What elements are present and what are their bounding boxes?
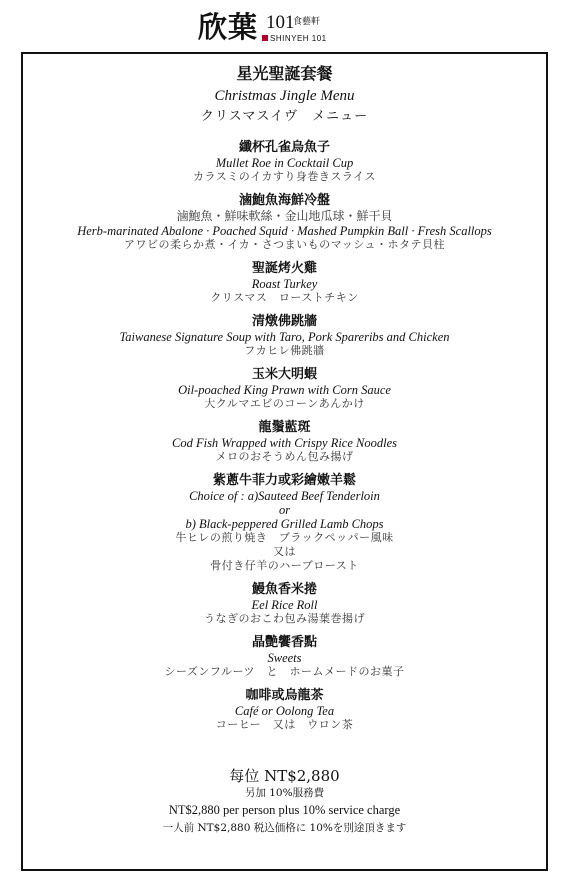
course-choice-english-b: b) Black-peppered Grilled Lamb Chops <box>185 517 384 531</box>
course-name-english: Taiwanese Signature Soup with Taro, Pork Spareribs and Chicken <box>119 330 450 344</box>
course-name-english: Eel Rice Roll <box>251 598 318 612</box>
course-name-japanese: 大クルマエビのコーンあんかけ <box>204 397 365 410</box>
course-cod-fish <box>21 420 548 464</box>
course-name-chinese: 晶艷饗香點 <box>251 635 317 650</box>
course-sweets <box>21 635 548 679</box>
course-name-japanese: シーズンフルーツ と ホームメードのお菓子 <box>164 665 405 678</box>
course-name-chinese: 鰻魚香米捲 <box>251 582 317 597</box>
price-japanese: 一人前 NT$2,880 税込価格に 10%を別途頂きます <box>162 822 407 834</box>
course-signature-soup <box>21 314 548 358</box>
course-name-english: Sweets <box>267 651 302 665</box>
course-name-english: Café or Oolong Tea <box>234 704 335 718</box>
course-name-english: Roast Turkey <box>251 277 318 291</box>
menu-content <box>21 62 548 837</box>
course-choice-english-or: or <box>278 503 291 517</box>
brand-name-english: SHINYEH 101 <box>270 34 327 43</box>
price-chinese: 每位 NT$2,880 <box>229 767 340 785</box>
course-name-chinese: 玉米大明蝦 <box>251 367 317 382</box>
brand-logo <box>0 6 564 46</box>
course-choice-japanese-or: 又は <box>273 545 296 558</box>
course-name-english: Oil-poached King Prawn with Corn Sauce <box>178 383 391 397</box>
course-name-chinese: 聖誕烤火雞 <box>251 261 317 276</box>
course-choice-japanese-a: 牛ヒレの煎り焼き ブラックペッパー風味 <box>175 531 394 544</box>
menu-title-japanese: クリスマスイヴ メニュー <box>200 109 369 124</box>
course-eel-rice-roll <box>21 582 548 626</box>
service-charge-chinese: 另加 10%服務費 <box>244 787 325 799</box>
brand-mark-icon <box>262 35 268 41</box>
course-name-chinese: 纖杯孔雀烏魚子 <box>238 140 330 155</box>
course-choice-english-a: Choice of : a)Sauteed Beef Tenderloin <box>189 489 380 503</box>
course-name-japanese: うなぎのおこわ包み湯葉巻揚げ <box>204 612 365 625</box>
menu-title-chinese: 星光聖誕套餐 <box>236 64 333 83</box>
course-name-english: Mullet Roe in Cocktail Cup <box>215 156 354 170</box>
course-name-english: Herb-marinated Abalone · Poached Squid · Mashed Pumpkin Ball · Fresh Scallops <box>77 224 492 238</box>
course-name-japanese: フカヒレ佛跳牆 <box>244 344 325 357</box>
course-name-chinese: 龍鬚藍斑 <box>258 420 311 435</box>
course-name-english: Cod Fish Wrapped with Crispy Rice Noodles <box>172 436 397 450</box>
course-name-chinese: 清燉佛跳牆 <box>251 314 317 329</box>
course-king-prawn <box>21 367 548 411</box>
course-abalone-platter <box>21 193 548 252</box>
course-name-japanese: アワビの柔らか煮・イカ・さつまいものマッシュ・ホタテ貝柱 <box>123 238 445 251</box>
course-coffee-or-tea <box>21 688 548 732</box>
course-detail-chinese: 滷鮑魚・鮮味軟絲・金山地瓜球・鮮干貝 <box>176 209 393 223</box>
course-roast-turkey <box>21 261 548 305</box>
price-english: NT$2,880 per person plus 10% service charge <box>168 803 401 817</box>
brand-name-chinese: 欣葉 <box>198 10 259 44</box>
course-name-japanese: カラスミのイカすり身巻きスライス <box>193 170 376 183</box>
menu-title-block <box>21 62 548 128</box>
course-name-chinese: 滷鮑魚海鮮冷盤 <box>238 193 330 208</box>
course-name-japanese: コーヒー 又は ウロン茶 <box>215 718 354 731</box>
course-name-chinese: 紫蔥牛菲力或彩繪嫩羊鬆 <box>212 473 356 488</box>
course-name-japanese: クリスマス ローストチキン <box>210 291 359 304</box>
brand-number: 101 <box>266 12 295 33</box>
menu-title-english: Christmas Jingle Menu <box>214 88 355 104</box>
price-block <box>21 766 548 837</box>
course-name-chinese: 咖啡或烏龍茶 <box>245 688 324 703</box>
brand-sub-chinese: 食藝軒 <box>293 17 321 27</box>
course-name-japanese: メロのおそうめん包み揚げ <box>215 450 354 463</box>
course-choice-japanese-b: 骨付き仔羊のハーブロースト <box>210 559 359 572</box>
course-beef-or-lamb <box>21 473 548 573</box>
course-mullet-roe <box>21 140 548 184</box>
